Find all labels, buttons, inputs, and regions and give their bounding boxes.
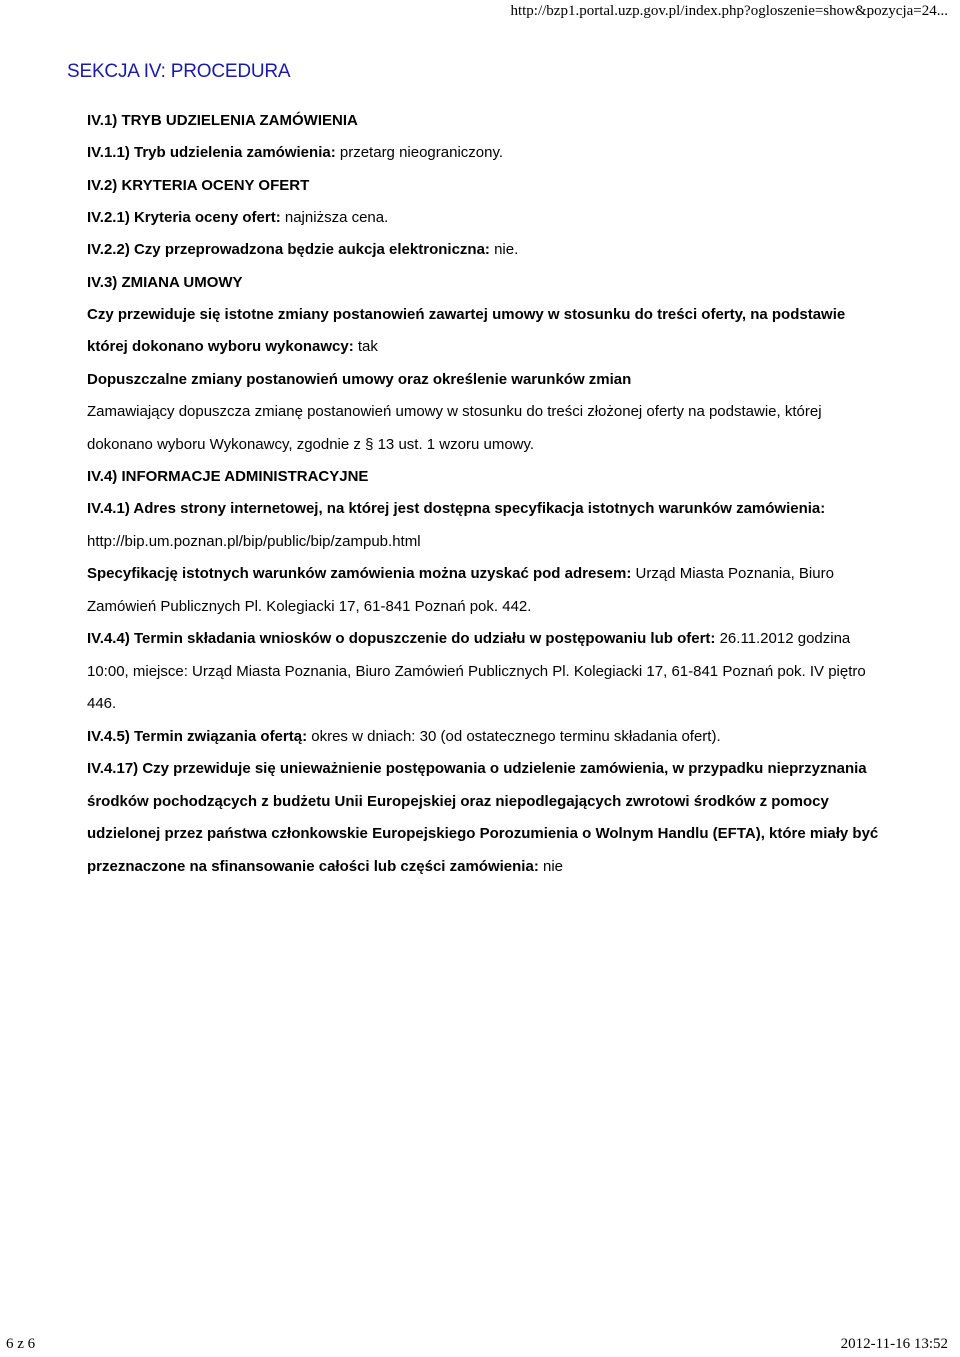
item-iv44 <box>87 623 887 721</box>
item-iv11-label: IV.1.1) Tryb udzielenia zamówienia: <box>87 144 336 161</box>
procedure-section <box>67 58 887 883</box>
item-iv3-changes-text-before: Zamawiający dopuszcza zmianę postanowień umowy w stosunku do treści złożonej oferty na podstawie, której dokonano wyboru Wykonawcy, zgodnie z <box>87 403 822 453</box>
item-spec <box>87 558 887 623</box>
item-iv22 <box>87 234 887 267</box>
heading-iv4-text: IV.4) INFORMACJE ADMINISTRACYJNE <box>87 468 369 485</box>
item-spec-label: Specyfikację istotnych warunków zamówienia można uzyskać pod adresem: <box>87 565 632 582</box>
item-iv41 <box>87 493 887 558</box>
item-iv45-value: okres w dniach: 30 (od ostatecznego terminu składania ofert). <box>311 727 721 745</box>
item-spec-value: Urząd Miasta Poznania, Biuro Zamówień Publicznych Pl. Kolegiacki 17, 61-841 Poznań pok. 442. <box>87 565 834 615</box>
item-iv3-changes-label: Dopuszczalne zmiany postanowień umowy oraz określenie warunków zmian <box>87 370 632 388</box>
section-title: SEKCJA IV: PROCEDURA <box>67 61 291 82</box>
item-iv44-label: IV.4.4) Termin składania wniosków o dopuszczenie do udziału w postępowaniu lub ofert: <box>87 630 716 647</box>
heading-iv2-text: IV.2) KRYTERIA OCENY OFERT <box>87 176 310 194</box>
item-iv417-value: nie <box>542 857 564 875</box>
item-iv3-question <box>87 299 887 364</box>
item-iv41-value: http://bip.um.poznan.pl/bip/public/bip/zampub.html <box>87 532 421 550</box>
paragraph-symbol: § <box>365 435 374 453</box>
heading-iv3 <box>87 267 887 299</box>
item-iv3-changes-text <box>87 396 887 461</box>
item-iv45 <box>87 721 887 754</box>
item-iv417-label: IV.4.17) Czy przewiduje się unieważnienie postępowania o udzielenie zamówienia, w przypadku nieprzyznania środków pochodzących z budżetu Unii Europejskiej oraz niepodlegających zwrotowi środków z pomocy udzielonej przez państwa członkowskie Europejskiego Porozumienia o Wolnym Handlu (EFTA), które miały być przeznaczone na sfinansowanie całości lub części zamówienia: <box>87 760 879 875</box>
item-iv22-label: IV.2.2) Czy przeprowadzona będzie aukcja elektroniczna: <box>87 241 490 258</box>
item-iv11-value: przetarg nieograniczony. <box>339 144 504 161</box>
heading-iv1 <box>87 105 887 137</box>
heading-iv4 <box>87 461 887 493</box>
item-iv21-label: IV.2.1) Kryteria oceny ofert: <box>87 208 281 226</box>
item-iv22-value: nie. <box>494 241 519 258</box>
print-header-url: http://bzp1.portal.uzp.gov.pl/index.php?ogloszenie=show&pozycja=24... <box>510 3 948 19</box>
item-iv11 <box>87 137 887 170</box>
heading-iv1-text: IV.1) TRYB UDZIELENIA ZAMÓWIENIA <box>87 112 358 129</box>
item-iv45-label: IV.4.5) Termin związania ofertą: <box>87 727 308 745</box>
item-iv41-label: IV.4.1) Adres strony internetowej, na której jest dostępna specyfikacja istotnych warunków zamówienia: <box>87 500 826 517</box>
item-iv3-question-value: tak <box>357 338 378 355</box>
page-number: 6 z 6 <box>6 1336 36 1352</box>
item-iv21-value: najniższa cena. <box>284 208 389 226</box>
item-iv3-changes-label-row <box>87 364 887 397</box>
heading-iv3-text: IV.3) ZMIANA UMOWY <box>87 273 243 291</box>
item-iv21 <box>87 202 887 235</box>
item-iv44-value: 26.11.2012 godzina 10:00, miejsce: Urząd Miasta Poznania, Biuro Zamówień Publicznych Pl. Kolegiacki 17, 61-841 Poznań pok. IV piętro 446. <box>87 630 866 712</box>
section-items <box>87 105 887 883</box>
item-iv3-question-label: Czy przewiduje się istotne zmiany postanowień zawartej umowy w stosunku do treści oferty, na podstawie której dokonano wyboru wykonawcy: <box>87 305 846 355</box>
item-iv417 <box>87 753 887 883</box>
item-iv3-changes-text-after: 13 ust. 1 wzoru umowy. <box>373 435 535 453</box>
print-datetime: 2012-11-16 13:52 <box>840 1336 948 1352</box>
heading-iv2 <box>87 170 887 202</box>
